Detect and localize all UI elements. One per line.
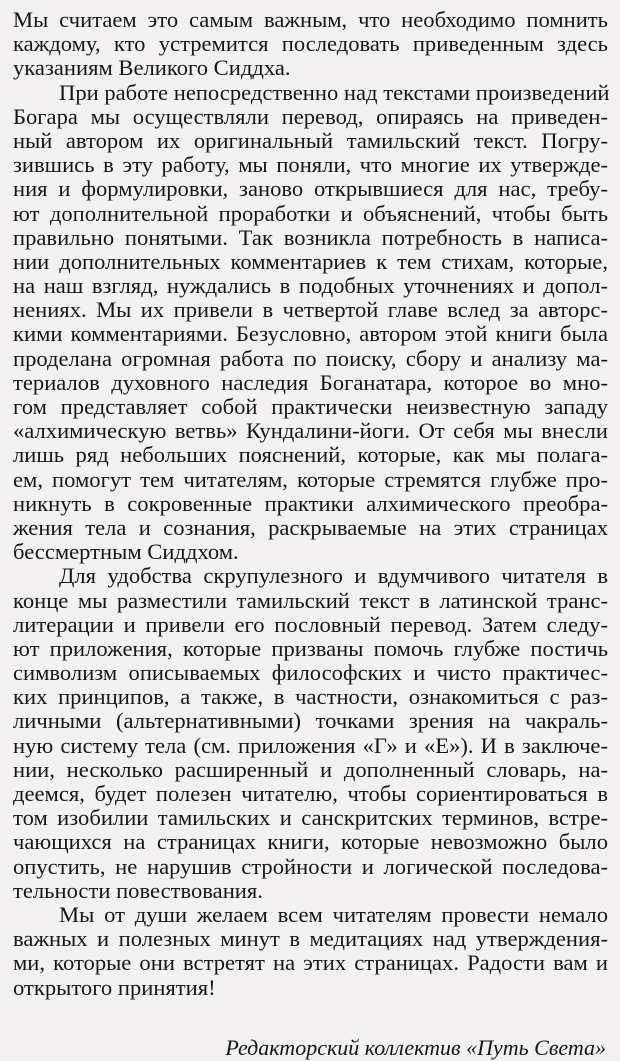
text-line: том изобилии тамильских и санскритских терминов, встре-: [13, 805, 608, 831]
text-line: указаниям Великого Сиддха.: [13, 55, 291, 81]
text-line: литерации и привели его пословный перевод. Затем следу-: [13, 611, 608, 637]
editorial-signature: Редакторский коллектив «Путь Света»: [225, 1034, 606, 1060]
text-line: нии дополнительных комментариев к тем стихам, которые,: [13, 248, 608, 274]
paragraph: [13, 564, 608, 903]
text-line: ют приложения, которые призваны помочь глубже постичь: [13, 635, 608, 661]
signature-gap: [13, 1000, 608, 1035]
text-line: бессмертным Сиддхом.: [13, 539, 239, 565]
text-line: ния и формулировки, заново открывшиеся для нас, требу-: [13, 176, 608, 202]
text-line: При работе непосредственно над текстами произведений: [59, 79, 610, 105]
text-line: ный автором их оригинальный тамильский текст. Погру-: [13, 127, 608, 153]
text-line: «алхимическую ветвь» Кундалини-йоги. От себя мы внесли: [13, 418, 608, 444]
text-line: правильно понятыми. Так возникла потребность в написа-: [13, 224, 608, 250]
text-line: каждому, кто устремится последовать приведенным здесь: [13, 31, 608, 57]
text-line: ких принципов, а также, в частности, ознакомиться с раз-: [13, 684, 608, 710]
text-line: опустить, не нарушив стройности и логической последова-: [13, 853, 608, 879]
text-line: важных и полезных минут в медитациях над утверждения-: [13, 926, 608, 952]
text-line: открытого принятия!: [13, 974, 216, 1000]
text-line: символизм описываемых философских и чисто практичес-: [13, 660, 608, 686]
text-line: Для удобства скрупулезного и вдумчивого читателя в: [59, 563, 608, 589]
text-line: личными (альтернативными) точками зрения на чакраль-: [13, 708, 608, 734]
text-line: нениях. Мы их привели в четвертой главе вслед за авторс-: [13, 297, 608, 323]
text-line: лишь ряд небольших пояснений, которые, как мы полага-: [13, 442, 608, 468]
text-line: зившись в эту работу, мы поняли, что многие их утвержде-: [13, 152, 608, 178]
text-line: жения тела и сознания, раскрываемые на этих страницах: [13, 514, 608, 540]
text-line: Мы от души желаем всем читателям провести немало: [59, 901, 608, 927]
text-line: нии, несколько расширенный и дополненный словарь, на-: [13, 756, 608, 782]
text-line: проделана огромная работа по поиску, сбору и анализу ма-: [13, 345, 608, 371]
text-line: Мы считаем это самым важным, что необходимо помнить: [13, 7, 608, 32]
text-line: ют дополнительной проработки и объяснений, чтобы быть: [13, 200, 608, 226]
text-line: ми, которые они встретят на этих страницах. Радости вам и: [13, 950, 608, 976]
text-line: деемся, будет полезен читателю, чтобы сориентироваться в: [13, 781, 608, 806]
text-line: чающихся на страницах книги, которые невозможно было: [13, 829, 608, 855]
text-line: кими комментариями. Безусловно, автором этой книги была: [13, 321, 608, 347]
paragraph: [13, 8, 608, 81]
text-line: тельности повествования.: [13, 877, 263, 903]
text-line: ем, помогут тем читателям, которые стремятся глубже про-: [13, 466, 608, 492]
text-line: конце мы разместили тамильский текст в латинской транс-: [13, 587, 608, 613]
text-line: териалов духовного наследия Боганатара, которое во мно-: [13, 369, 608, 395]
text-line: никнуть в сокровенные практики алхимического преобра-: [13, 490, 608, 516]
text-line: Богара мы осуществляли перевод, опираясь на приведен-: [13, 103, 608, 129]
text-line: ную систему тела (см. приложения «Г» и «Е»). И в заключе-: [13, 732, 608, 758]
page-body-text: [13, 8, 608, 1000]
text-line: на наш взгляд, нуждались в подобных уточнениях и допол-: [13, 273, 608, 299]
text-line: гом представляет собой практически неизвестную западу: [13, 394, 608, 419]
paragraph: [13, 81, 608, 565]
paragraph: [13, 903, 608, 1000]
